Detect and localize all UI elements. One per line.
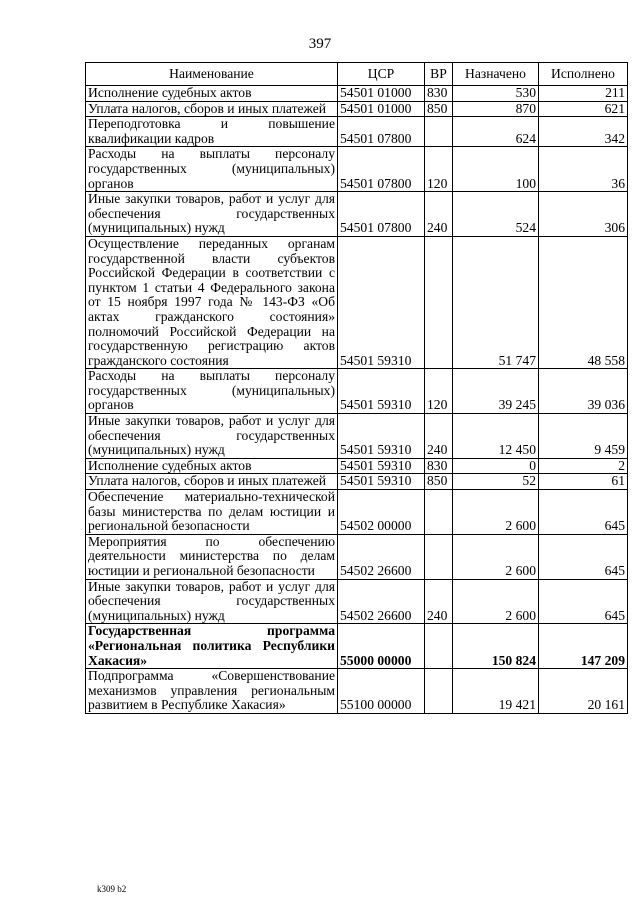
row-vr (425, 117, 453, 147)
table-row (86, 474, 628, 490)
row-assigned: 52 (453, 474, 539, 490)
header-csr: ЦСР (338, 63, 425, 86)
row-assigned: 12 450 (453, 414, 539, 459)
header-assigned: Назначено (453, 63, 539, 86)
row-executed: 20 161 (539, 669, 628, 714)
footer-code: k309 b2 (97, 884, 127, 894)
row-executed: 645 (539, 579, 628, 624)
row-name: Переподготовка и повышение квалификации кадров (86, 117, 338, 147)
table-row (86, 534, 628, 579)
table-row-program (86, 624, 628, 669)
row-assigned: 39 245 (453, 369, 539, 414)
row-name: Исполнение судебных актов (86, 458, 338, 474)
row-csr: 54502 26600 (338, 534, 425, 579)
row-assigned: 19 421 (453, 669, 539, 714)
row-vr: 850 (425, 101, 453, 117)
row-csr: 54501 07800 (338, 147, 425, 192)
row-csr: 54501 01000 (338, 101, 425, 117)
row-assigned: 2 600 (453, 490, 539, 535)
row-executed: 621 (539, 101, 628, 117)
row-assigned: 870 (453, 101, 539, 117)
row-executed: 645 (539, 490, 628, 535)
row-csr: 54501 59310 (338, 474, 425, 490)
row-csr: 54501 59310 (338, 369, 425, 414)
row-csr: 54501 01000 (338, 86, 425, 102)
row-csr: 54501 07800 (338, 192, 425, 237)
row-vr (425, 624, 453, 669)
row-assigned: 150 824 (453, 624, 539, 669)
row-assigned: 524 (453, 192, 539, 237)
table-row (86, 490, 628, 535)
row-executed: 306 (539, 192, 628, 237)
row-name: Иные закупки товаров, работ и услуг для обеспечения государственных (муниципальных) нужд (86, 192, 338, 237)
table-row (86, 669, 628, 714)
table-row (86, 117, 628, 147)
row-executed: 48 558 (539, 236, 628, 368)
row-executed: 342 (539, 117, 628, 147)
table-row (86, 369, 628, 414)
row-csr: 54501 59310 (338, 236, 425, 368)
page-number: 397 (308, 36, 332, 52)
row-assigned: 0 (453, 458, 539, 474)
row-executed: 2 (539, 458, 628, 474)
row-executed: 645 (539, 534, 628, 579)
row-name: Подпрограмма «Совершенствование механизмов управления региональным развитием в Республике Хакасия» (86, 669, 338, 714)
row-vr (425, 669, 453, 714)
header-executed: Исполнено (539, 63, 628, 86)
row-name: Осуществление переданных органам государственной власти субъектов Российской Федерации в соответствии с пунктом 1 статьи 4 Федерального закона от 15 ноября 1997 года № 143-ФЗ «Об актах гражданского состояния» полномочий Российской Федерации на государственную регистрацию актов гражданского состояния (86, 236, 338, 368)
table-row (86, 86, 628, 102)
row-csr: 54502 26600 (338, 579, 425, 624)
row-executed: 9 459 (539, 414, 628, 459)
row-vr: 240 (425, 192, 453, 237)
row-executed: 211 (539, 86, 628, 102)
row-executed: 36 (539, 147, 628, 192)
row-csr: 54501 59310 (338, 458, 425, 474)
row-name: Обеспечение материально-технической базы министерства по делам юстиции и региональной безопасности (86, 490, 338, 535)
row-name: Государственная программа «Региональная политика Республики Хакасия» (86, 624, 338, 669)
row-csr: 55000 00000 (338, 624, 425, 669)
row-executed: 39 036 (539, 369, 628, 414)
row-name: Расходы на выплаты персоналу государственных (муниципальных) органов (86, 369, 338, 414)
row-assigned: 2 600 (453, 534, 539, 579)
table-row (86, 458, 628, 474)
row-vr: 240 (425, 414, 453, 459)
table-row (86, 414, 628, 459)
row-name: Иные закупки товаров, работ и услуг для обеспечения государственных (муниципальных) нужд (86, 579, 338, 624)
row-vr: 830 (425, 458, 453, 474)
row-assigned: 530 (453, 86, 539, 102)
row-vr (425, 534, 453, 579)
table-row (86, 101, 628, 117)
row-vr (425, 236, 453, 368)
row-name: Мероприятия по обеспечению деятельности министерства по делам юстиции и региональной безопасности (86, 534, 338, 579)
row-assigned: 100 (453, 147, 539, 192)
row-executed: 147 209 (539, 624, 628, 669)
row-csr: 54502 00000 (338, 490, 425, 535)
row-assigned: 2 600 (453, 579, 539, 624)
row-vr (425, 490, 453, 535)
row-assigned: 624 (453, 117, 539, 147)
row-assigned: 51 747 (453, 236, 539, 368)
row-name: Уплата налогов, сборов и иных платежей (86, 474, 338, 490)
row-vr: 120 (425, 369, 453, 414)
table-row (86, 579, 628, 624)
budget-table (85, 62, 628, 714)
row-vr: 850 (425, 474, 453, 490)
table-row (86, 192, 628, 237)
row-name: Расходы на выплаты персоналу государственных (муниципальных) органов (86, 147, 338, 192)
header-name: Наименование (86, 63, 338, 86)
table-row (86, 147, 628, 192)
header-vr: ВР (425, 63, 453, 86)
row-csr: 54501 59310 (338, 414, 425, 459)
table-header-row (86, 63, 628, 86)
row-csr: 55100 00000 (338, 669, 425, 714)
row-executed: 61 (539, 474, 628, 490)
row-name: Иные закупки товаров, работ и услуг для обеспечения государственных (муниципальных) нужд (86, 414, 338, 459)
row-name: Уплата налогов, сборов и иных платежей (86, 101, 338, 117)
row-csr: 54501 07800 (338, 117, 425, 147)
row-vr: 120 (425, 147, 453, 192)
row-name: Исполнение судебных актов (86, 86, 338, 102)
row-vr: 240 (425, 579, 453, 624)
table-row (86, 236, 628, 368)
row-vr: 830 (425, 86, 453, 102)
